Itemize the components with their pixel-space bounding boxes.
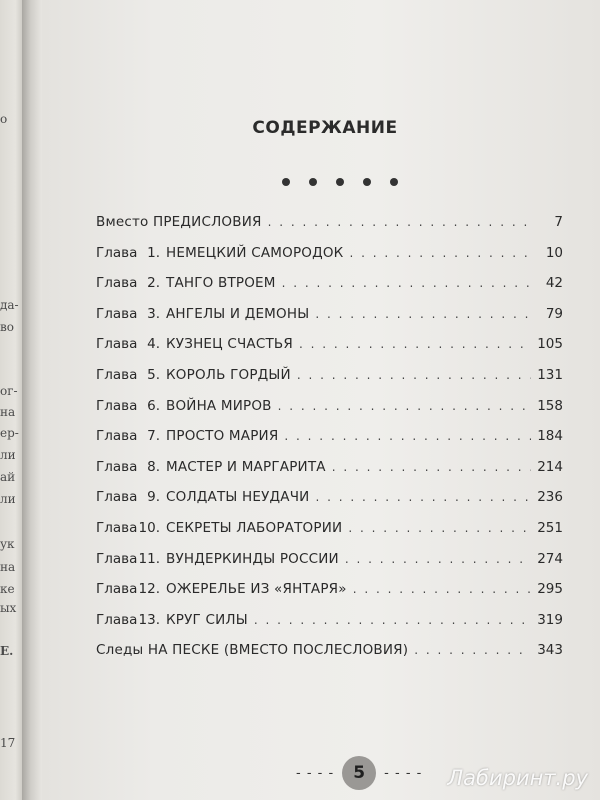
toc-entry-title: КОРОЛЬ ГОРДЫЙ	[166, 366, 291, 383]
toc-page-number: 214	[537, 458, 563, 475]
toc-entry-title: СЕКРЕТЫ ЛАБОРАТОРИИ	[166, 519, 343, 536]
dot-leader	[297, 368, 531, 382]
toc-entry-label	[96, 581, 347, 597]
dot-leader	[349, 246, 533, 260]
toc-chapter-number: 5.	[147, 366, 160, 383]
dot-leader	[284, 429, 531, 443]
dot-leader	[315, 490, 531, 504]
toc-chapter-number: 13.	[138, 611, 160, 628]
toc-entry-label	[96, 367, 291, 383]
toc-page-number: 42	[545, 275, 563, 292]
toc-entry-label	[96, 214, 262, 230]
toc-chapter-prefix: Глава	[96, 489, 138, 506]
watermark-logo: Лабиринт.ру	[447, 766, 588, 790]
toc-chapter-prefix: Глава	[96, 305, 138, 322]
footer-dash-left: - - - -	[296, 765, 335, 781]
page-title: СОДЕРЖАНИЕ	[252, 118, 398, 138]
toc-chapter-prefix: Глава	[96, 397, 138, 414]
toc-page-number: 274	[537, 550, 563, 567]
toc-entry-label	[96, 275, 276, 291]
ornament-dot	[336, 178, 344, 186]
toc-entry-label	[96, 336, 293, 352]
dot-leader	[332, 460, 531, 474]
toc-page-number: 184	[537, 428, 563, 445]
toc-entry-label	[96, 459, 326, 475]
toc-entry	[96, 520, 563, 551]
toc-page-number: 131	[537, 366, 563, 383]
page-number: 5	[342, 756, 376, 790]
toc-entry-label	[96, 642, 408, 658]
toc-entry-title: ОЖЕРЕЛЬЕ ИЗ «ЯНТАРЯ»	[166, 581, 347, 598]
toc-chapter-prefix: Глава	[96, 519, 138, 536]
dot-leader	[345, 552, 531, 566]
dot-leader	[414, 643, 531, 657]
toc-chapter-number: 8.	[147, 458, 160, 475]
toc-chapter-prefix: Глава	[96, 550, 138, 567]
dot-leader	[282, 276, 533, 290]
toc-entry-title: КУЗНЕЦ СЧАСТЬЯ	[166, 336, 293, 353]
left-page-edge	[0, 0, 22, 800]
footer-dash-right: - - - -	[384, 765, 423, 781]
toc-page-number: 343	[537, 642, 563, 659]
book-gutter	[22, 0, 42, 800]
ornament-dot	[309, 178, 317, 186]
toc-page-number: 79	[545, 305, 563, 322]
toc-chapter-prefix: Глава	[96, 428, 138, 445]
left-page-fragment: на	[0, 560, 16, 574]
toc-entry-title: Следы НА ПЕСКЕ (ВМЕСТО ПОСЛЕСЛОВИЯ)	[96, 642, 409, 659]
left-page-fragment: ай	[0, 470, 16, 484]
left-page-fragment: ых	[0, 601, 17, 615]
toc-entry-title: МАСТЕР И МАРГАРИТА	[166, 458, 326, 475]
toc-entry-title: ВУНДЕРКИНДЫ РОССИИ	[166, 550, 339, 567]
dot-leader	[254, 613, 531, 627]
toc-entry-label	[96, 398, 272, 414]
toc-entry-title: ТАНГО ВТРОЕМ	[166, 275, 276, 292]
toc-entry	[96, 275, 563, 306]
toc-chapter-number: 11.	[138, 550, 160, 567]
toc-chapter-number: 2.	[147, 275, 160, 292]
page-footer	[296, 756, 422, 790]
ornament-dot	[282, 178, 290, 186]
toc-chapter-number: 7.	[147, 428, 160, 445]
toc-page-number: 105	[537, 336, 563, 353]
toc-chapter-prefix: Глава	[96, 336, 138, 353]
toc-page-number: 236	[537, 489, 563, 506]
left-page-fragment: 17	[0, 736, 16, 750]
toc-entry-label	[96, 520, 342, 536]
toc-chapter-prefix: Глава	[96, 611, 138, 628]
left-page-fragment: ук	[0, 537, 15, 551]
toc-chapter-number: 6.	[147, 397, 160, 414]
toc-entry-title: ВОЙНА МИРОВ	[166, 397, 272, 414]
toc-chapter-prefix: Глава	[96, 366, 138, 383]
left-page-fragment: о	[0, 112, 8, 126]
toc-entry	[96, 581, 563, 612]
toc-entry	[96, 306, 563, 337]
table-of-contents	[96, 214, 563, 673]
left-page-fragment: ер-	[0, 426, 19, 440]
toc-entry	[96, 245, 563, 276]
ornament-dots	[282, 178, 398, 186]
toc-entry-label	[96, 245, 343, 261]
toc-entry-title: КРУГ СИЛЫ	[166, 611, 248, 628]
toc-page-number: 251	[537, 519, 563, 536]
toc-entry	[96, 642, 563, 673]
toc-chapter-number: 12.	[138, 581, 160, 598]
toc-chapter-prefix: Глава	[96, 275, 138, 292]
toc-entry-title: ПРОСТО МАРИЯ	[166, 428, 279, 445]
toc-page-number: 7	[554, 214, 563, 230]
toc-entry	[96, 612, 563, 643]
toc-entry-title: Вместо ПРЕДИСЛОВИЯ	[96, 214, 262, 230]
toc-entry	[96, 398, 563, 429]
toc-entry-title: НЕМЕЦКИЙ САМОРОДОК	[166, 244, 344, 261]
left-page-fragment: ке	[0, 582, 15, 596]
toc-entry-label	[96, 306, 309, 322]
left-page-fragment: да-	[0, 298, 19, 312]
toc-chapter-number: 3.	[147, 305, 160, 322]
toc-page-number: 10	[545, 244, 563, 261]
toc-entry	[96, 428, 563, 459]
left-page-fragment: Е.	[0, 644, 14, 658]
dot-leader	[268, 215, 533, 229]
ornament-dot	[363, 178, 371, 186]
dot-leader	[353, 582, 532, 596]
dot-leader	[315, 307, 533, 321]
toc-page-number: 158	[537, 397, 563, 414]
left-page-fragment: ог-	[0, 384, 18, 398]
book-page	[42, 0, 600, 800]
toc-chapter-number: 4.	[147, 336, 160, 353]
left-page-fragment: ли	[0, 448, 16, 462]
dot-leader	[278, 399, 532, 413]
toc-entry	[96, 489, 563, 520]
toc-chapter-number: 9.	[147, 489, 160, 506]
ornament-dot	[390, 178, 398, 186]
toc-entry	[96, 551, 563, 582]
toc-entry	[96, 459, 563, 490]
left-page-fragment: во	[0, 320, 14, 334]
toc-entry	[96, 367, 563, 398]
toc-chapter-number: 10.	[138, 519, 160, 536]
toc-entry	[96, 214, 563, 245]
toc-chapter-number: 1.	[147, 244, 160, 261]
toc-page-number: 319	[537, 611, 563, 628]
toc-chapter-prefix: Глава	[96, 458, 138, 475]
toc-chapter-prefix: Глава	[96, 581, 138, 598]
toc-entry-title: СОЛДАТЫ НЕУДАЧИ	[166, 489, 310, 506]
toc-page-number: 295	[537, 581, 563, 598]
toc-entry-label	[96, 551, 339, 567]
dot-leader	[348, 521, 531, 535]
toc-entry-title: АНГЕЛЫ И ДЕМОНЫ	[166, 305, 310, 322]
dot-leader	[299, 337, 531, 351]
left-page-fragment: ли	[0, 492, 16, 506]
toc-entry-label	[96, 489, 309, 505]
toc-entry	[96, 336, 563, 367]
toc-chapter-prefix: Глава	[96, 244, 138, 261]
toc-entry-label	[96, 612, 248, 628]
left-page-fragment: на	[0, 405, 16, 419]
toc-entry-label	[96, 428, 278, 444]
